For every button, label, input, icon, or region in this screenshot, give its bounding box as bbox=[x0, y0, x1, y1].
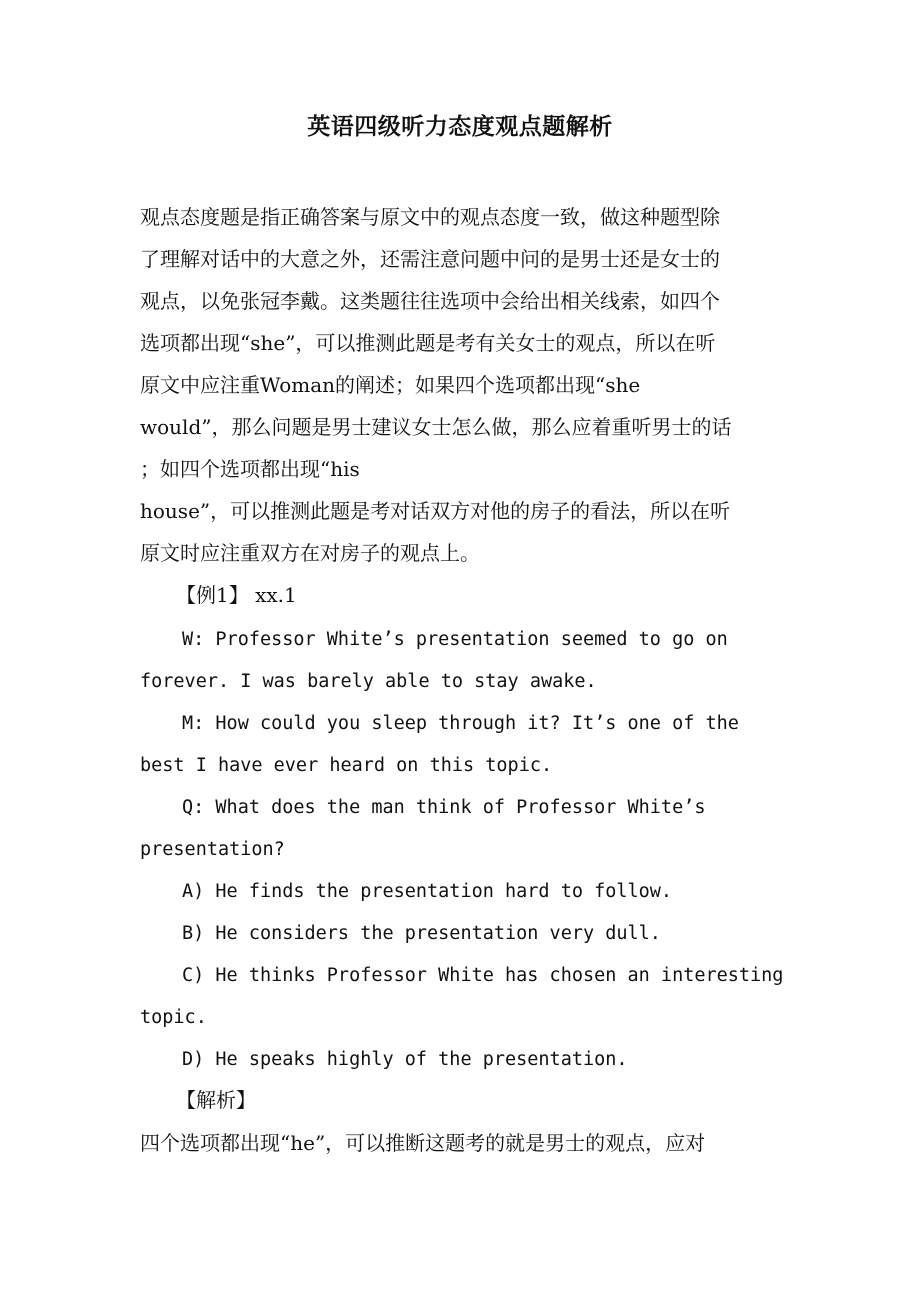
dialogue-man-line-1: M: How could you sleep through it? It’s one of the bbox=[182, 713, 739, 734]
dialogue-man-line-2: best I have ever heard on this topic. bbox=[140, 755, 553, 776]
intro-line-6: would”，那么问题是男士建议女士怎么做，那么应着重听男士的话 bbox=[140, 415, 732, 439]
example-label: 【例1】 xx.1 bbox=[176, 583, 297, 607]
question-line-1: Q: What does the man think of Professor White’s bbox=[182, 797, 706, 818]
intro-line-4: 选项都出现“she”，可以推测此题是考有关女士的观点，所以在听 bbox=[140, 331, 716, 355]
analysis-label: 【解析】 bbox=[176, 1088, 256, 1112]
dialogue-woman-line-2: forever. I was barely able to stay awake. bbox=[140, 671, 597, 692]
option-c-line-1: C) He thinks Professor White has chosen an interesting bbox=[182, 965, 784, 986]
question-line-2: presentation? bbox=[140, 839, 285, 860]
option-b: B) He considers the presentation very dull. bbox=[182, 923, 661, 944]
option-d: D) He speaks highly of the presentation. bbox=[182, 1049, 628, 1070]
intro-line-9: 原文时应注重双方在对房子的观点上。 bbox=[140, 541, 480, 565]
analysis-line-1: 四个选项都出现“he”，可以推断这题考的就是男士的观点，应对 bbox=[140, 1131, 706, 1155]
dialogue-woman-line-1: W: Professor White’s presentation seemed to go on bbox=[182, 629, 728, 650]
option-a: A) He finds the presentation hard to follow. bbox=[182, 881, 673, 902]
intro-line-1: 观点态度题是指正确答案与原文中的观点态度一致，做这种题型除 bbox=[140, 205, 720, 229]
option-c-line-2: topic. bbox=[140, 1007, 207, 1028]
document-title: 英语四级听力态度观点题解析 bbox=[307, 113, 613, 140]
intro-line-7: ；如四个选项都出现“his bbox=[140, 457, 360, 481]
intro-line-2: 了理解对话中的大意之外，还需注意问题中问的是男士还是女士的 bbox=[140, 247, 720, 271]
intro-line-3: 观点，以免张冠李戴。这类题往往选项中会给出相关线索，如四个 bbox=[140, 289, 720, 313]
intro-line-5: 原文中应注重Woman的阐述；如果四个选项都出现“she bbox=[140, 373, 641, 397]
intro-line-8: house”，可以推测此题是考对话双方对他的房子的看法，所以在听 bbox=[140, 499, 731, 523]
